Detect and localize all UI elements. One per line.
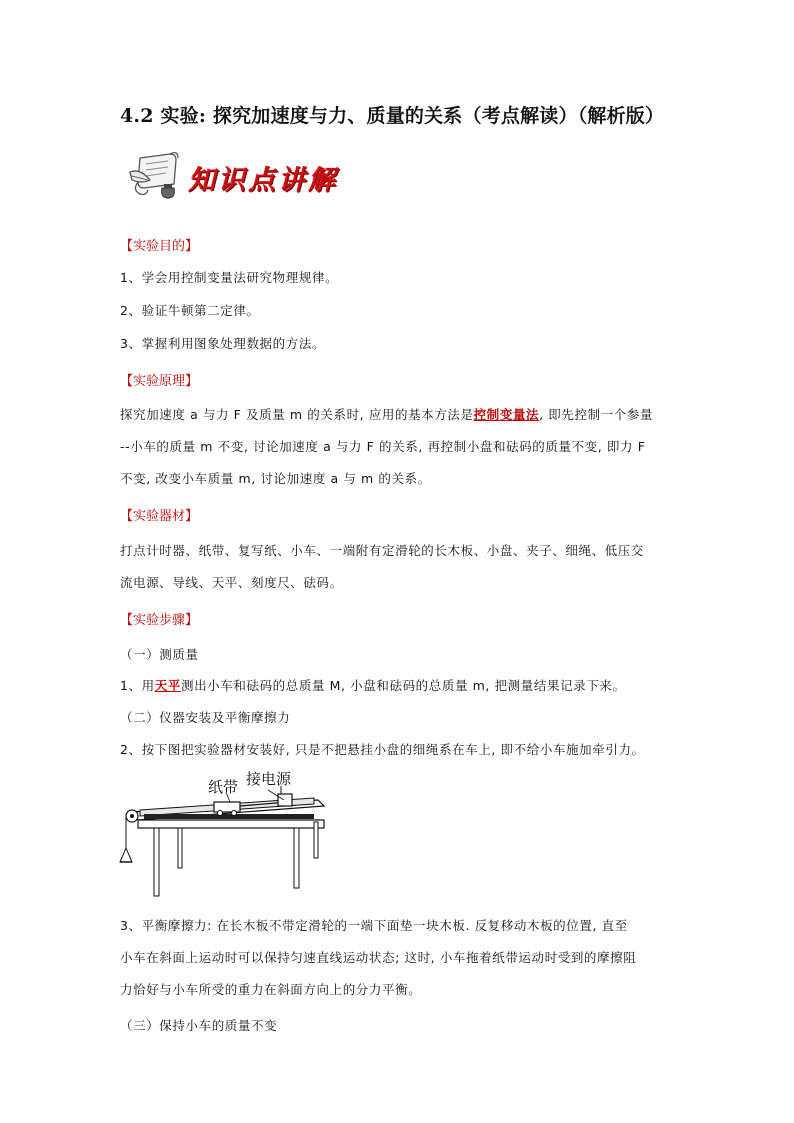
principle-line-3: 不变, 改变小车质量 m, 讨论加速度 a 与 m 的关系。 [120, 471, 431, 486]
step-1-pre: 1、用 [120, 678, 155, 693]
purpose-item-1: 1、学会用控制变量法研究物理规律。 [120, 270, 339, 285]
knowledge-banner [126, 150, 356, 200]
equipment-line-1: 打点计时器、纸带、复写纸、小车、一端附有定滑轮的长木板、小盘、夹子、细绳、低压交 [120, 543, 645, 558]
principle-line-1 [120, 405, 653, 423]
steps-sub-1: （一）测质量 [120, 647, 199, 662]
step-2: 2、按下图把实验器材安装好, 只是不把悬挂小盘的细绳系在车上, 即不给小车施加牵引力。 [120, 742, 645, 757]
step-3-line-2: 小车在斜面上运动时可以保持匀速直线运动状态; 这时, 小车拖着纸带运动时受到的摩擦阻 [120, 950, 637, 965]
step-3-line-3: 力恰好与小车所受的重力在斜面方向上的分力平衡。 [120, 982, 422, 997]
keyword-balance: 天平 [154, 678, 181, 693]
banner-title: 知识点讲解 [188, 165, 338, 196]
purpose-item-3: 3、掌握利用图象处理数据的方法。 [120, 336, 326, 351]
label-power-supply: 接电源 [246, 770, 292, 788]
equipment-line-2: 流电源、导线、天平、刻度尺、砝码。 [120, 575, 343, 590]
section-heading-principle: 【实验原理】 [120, 374, 199, 389]
label-paper-tape: 纸带 [208, 778, 239, 796]
scroll-quill-icon [126, 150, 182, 200]
page-title: 4.2 实验: 探究加速度与力、质量的关系（考点解读）（解析版） [120, 105, 665, 127]
apparatus-figure [118, 770, 328, 900]
keyword-control-variable: 控制变量法 [473, 407, 540, 422]
section-heading-equipment: 【实验器材】 [120, 509, 199, 524]
step-3-line-1: 3、平衡摩擦力: 在长木板不带定滑轮的一端下面垫一块木板. 反复移动木板的位置, 直至 [120, 918, 628, 933]
step-1-post: 测出小车和砝码的总质量 M, 小盘和砝码的总质量 m, 把测量结果记录下来。 [180, 678, 626, 693]
steps-sub-2: （二）仪器安装及平衡摩擦力 [120, 710, 291, 725]
principle-line-1-pre: 探究加速度 a 与力 F 及质量 m 的关系时, 应用的基本方法是 [120, 407, 474, 422]
section-heading-purpose: 【实验目的】 [120, 239, 199, 254]
purpose-item-2: 2、验证牛顿第二定律。 [120, 303, 260, 318]
principle-line-1-post: , 即先控制一个参量 [539, 407, 654, 422]
section-heading-steps: 【实验步骤】 [120, 613, 199, 628]
steps-sub-3: （三）保持小车的质量不变 [120, 1018, 278, 1033]
principle-line-2: --小车的质量 m 不变, 讨论加速度 a 与力 F 的关系, 再控制小盘和砝码的质量不变, 即力 F [120, 439, 646, 454]
step-1 [120, 676, 626, 694]
